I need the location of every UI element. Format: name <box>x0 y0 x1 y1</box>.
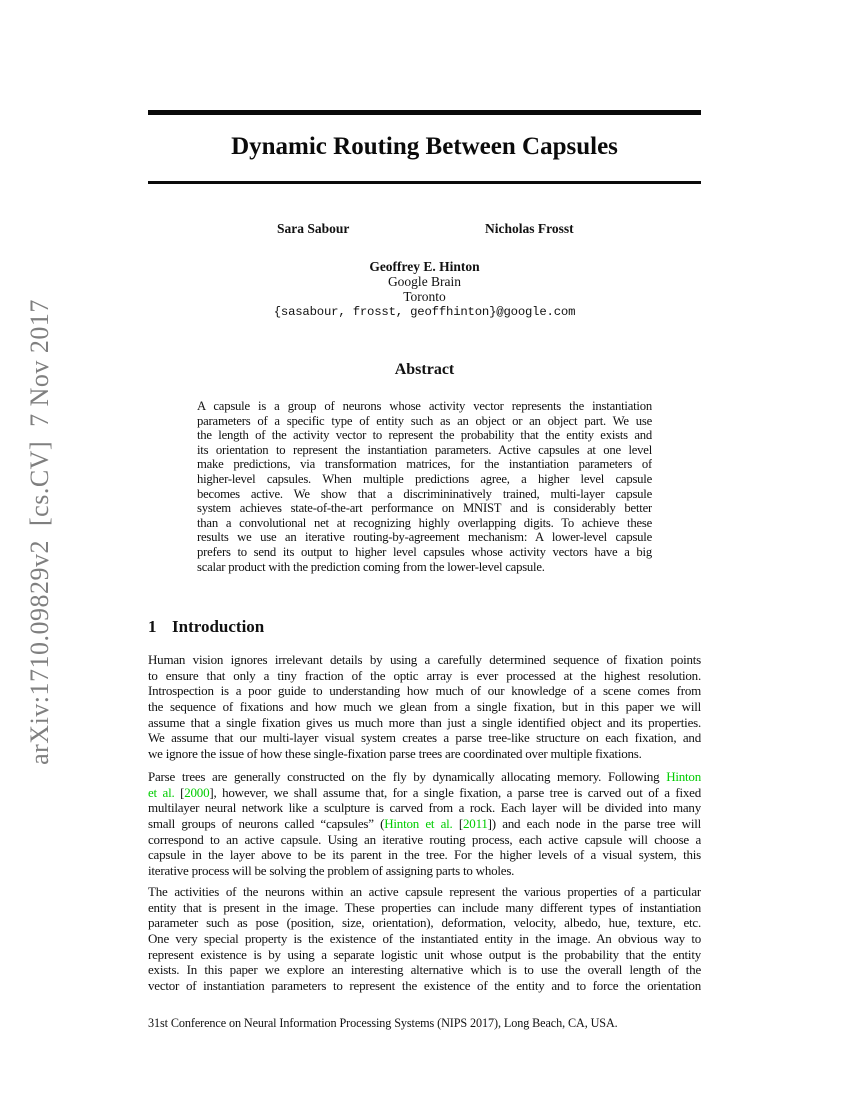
text-line <box>148 915 701 931</box>
conference-footnote: 31st Conference on Neural Information Processing Systems (NIPS 2017), Long Beach, CA, USA. <box>148 1016 618 1030</box>
text-segment: ]) and each node in the parse tree will <box>487 816 701 832</box>
text-segment: Parse trees are generally constructed on the fly by dynamically allocating memory. Following <box>148 769 667 784</box>
text-segment: results we use an iterative routing-by-agreement mechanism: A lower-level capsule <box>197 530 652 545</box>
text-segment: correspond to an active capsule. Using an iterative routing process, each active capsule will choose a <box>148 831 701 847</box>
text-line <box>148 746 701 762</box>
text-segment: The activities of the neurons within an active capsule represent the various properties of a particular <box>148 884 701 899</box>
text-segment: its orientation to represent the instantiation parameters. Active capsules at one level <box>197 442 652 457</box>
title-rule-top <box>148 110 701 115</box>
text-segment: [ <box>174 784 185 800</box>
text-segment: system achieves state-of-the-art performance on MNIST and is considerably better <box>197 501 652 516</box>
text-segment: exists. In this paper we explore an interesting alternative which is to use the overall length of the <box>148 962 701 978</box>
text-segment: assume that a single fixation gives us much more than just a single identified object and its properties. <box>148 714 701 730</box>
text-line <box>148 683 701 699</box>
text-segment: small groups of neurons called “capsules” ( <box>148 816 385 832</box>
text-segment: becomes active. We show that a discrimininatively trained, multi-layer capsule <box>197 486 652 501</box>
text-line <box>148 785 701 801</box>
citation-link[interactable]: Hinton et al. <box>384 816 453 832</box>
text-line <box>197 560 652 575</box>
text-line <box>148 816 701 832</box>
text-line <box>197 457 652 472</box>
text-line <box>197 428 652 443</box>
text-line <box>148 769 701 785</box>
text-line <box>197 530 652 545</box>
intro-paragraph-1 <box>148 652 701 762</box>
text-line <box>148 947 701 963</box>
text-segment: parameters of a specific type of entity such as an object or an object part. We use <box>197 413 652 428</box>
section-number: 1 <box>148 617 157 636</box>
text-line <box>197 414 652 429</box>
text-line <box>148 668 701 684</box>
author-name-2: Nicholas Frosst <box>485 221 574 236</box>
author-block <box>148 259 701 320</box>
text-line <box>148 962 701 978</box>
author-affiliation: Google Brain <box>387 274 462 290</box>
text-line <box>148 978 701 994</box>
text-line <box>148 800 701 816</box>
text-line <box>148 931 701 947</box>
text-segment: than a convolutional net at recognizing highly overlapping digits. To achieve these <box>197 515 652 530</box>
text-segment: multilayer neural network like a sculpture is carved from a rock. Each layer will be divided into many <box>148 800 701 816</box>
text-line <box>148 832 701 848</box>
text-line <box>148 863 701 879</box>
text-segment: A capsule is a group of neurons whose activity vector represents the instantiation <box>197 399 652 413</box>
text-segment: iterative process will be solving the problem of assigning parts to wholes. <box>148 863 515 879</box>
intro-paragraph-2 <box>148 769 701 879</box>
text-line <box>197 516 652 531</box>
text-segment: parameter such as pose (position, size, orientation), deformation, velocity, albedo, hue, texture, etc. <box>148 915 701 931</box>
text-segment: ], however, we shall assume that, for a single fixation, a parse tree is carved out of a fixed <box>209 784 701 800</box>
section-heading <box>148 617 264 637</box>
text-segment: the length of the activity vector to represent the probability that the entity exists and <box>197 428 652 443</box>
text-segment: represent existence is by using a separate logistic unit whose output is the probability that the entity <box>148 946 701 962</box>
author-city: Toronto <box>403 289 446 305</box>
text-segment: scalar product with the prediction coming from the lower-level capsule. <box>197 559 545 574</box>
text-line <box>148 652 701 668</box>
abstract-text <box>197 399 652 574</box>
text-segment: vector of instantiation parameters to represent the existence of the entity and to force the orientation <box>148 978 701 994</box>
citation-link[interactable]: et al. <box>148 784 175 800</box>
text-line <box>148 884 701 900</box>
text-segment: entity that is present in the image. These properties can include many different types of instantiation <box>148 899 701 915</box>
text-line <box>197 487 652 502</box>
text-line <box>148 847 701 863</box>
text-segment: One very special property is the existence of the instantiated entity in the image. An obvious way to <box>148 931 701 947</box>
text-segment: We assume that our multi-layer visual system creates a parse tree-like structure on each fixation, and <box>148 730 701 746</box>
arxiv-watermark-text: arXiv:1710.09829v2 [cs.CV] 7 Nov 2017 <box>25 299 54 765</box>
paper-title: Dynamic Routing Between Capsules <box>231 133 618 160</box>
text-segment: to ensure that only a tiny fraction of the optic array is ever processed at the highest resolution. <box>148 667 701 683</box>
text-segment: make predictions, via transformation matrices, for the instantiation parameters of <box>197 457 652 472</box>
author-name-3: Geoffrey E. Hinton <box>369 259 480 274</box>
citation-link[interactable]: 2000 <box>184 784 210 800</box>
author-emails: {sasabour, frosst, geoffhinton}@google.com <box>273 304 576 319</box>
text-segment: we ignore the issue of how these single-fixation parse trees are coordinated over multiple fixations. <box>148 746 642 762</box>
text-line <box>148 699 701 715</box>
text-segment: Introspection is a poor guide to understanding how much of our knowledge of a scene comes from <box>148 683 701 699</box>
text-segment: the sequence of fixations and how much we glean from a single fixation, but in this paper we will <box>148 699 701 715</box>
text-line <box>148 730 701 746</box>
text-segment: higher-level capsules. When multiple predictions agree, a higher level capsule <box>197 471 652 486</box>
text-line <box>148 715 701 731</box>
text-line <box>197 545 652 560</box>
text-segment: [ <box>452 816 464 832</box>
citation-link[interactable]: 2011 <box>463 816 488 832</box>
text-line <box>148 900 701 916</box>
text-line <box>197 399 652 414</box>
text-segment: Human vision ignores irrelevant details by using a carefully determined sequence of fixation points <box>148 652 701 667</box>
intro-paragraph-3 <box>148 884 701 994</box>
text-segment: prefers to send its output to higher level capsules whose activity vectors have a big <box>197 544 652 559</box>
text-segment: capsule in the layer above to be its parent in the tree. For the higher levels of a visual system, this <box>148 847 701 863</box>
text-line <box>197 472 652 487</box>
abstract-heading: Abstract <box>394 361 455 378</box>
text-line <box>197 501 652 516</box>
author-name-1: Sara Sabour <box>277 221 350 236</box>
text-line <box>197 443 652 458</box>
citation-link[interactable]: Hinton <box>666 769 701 784</box>
title-rule-bottom <box>148 181 701 184</box>
section-title: Introduction <box>172 617 265 636</box>
